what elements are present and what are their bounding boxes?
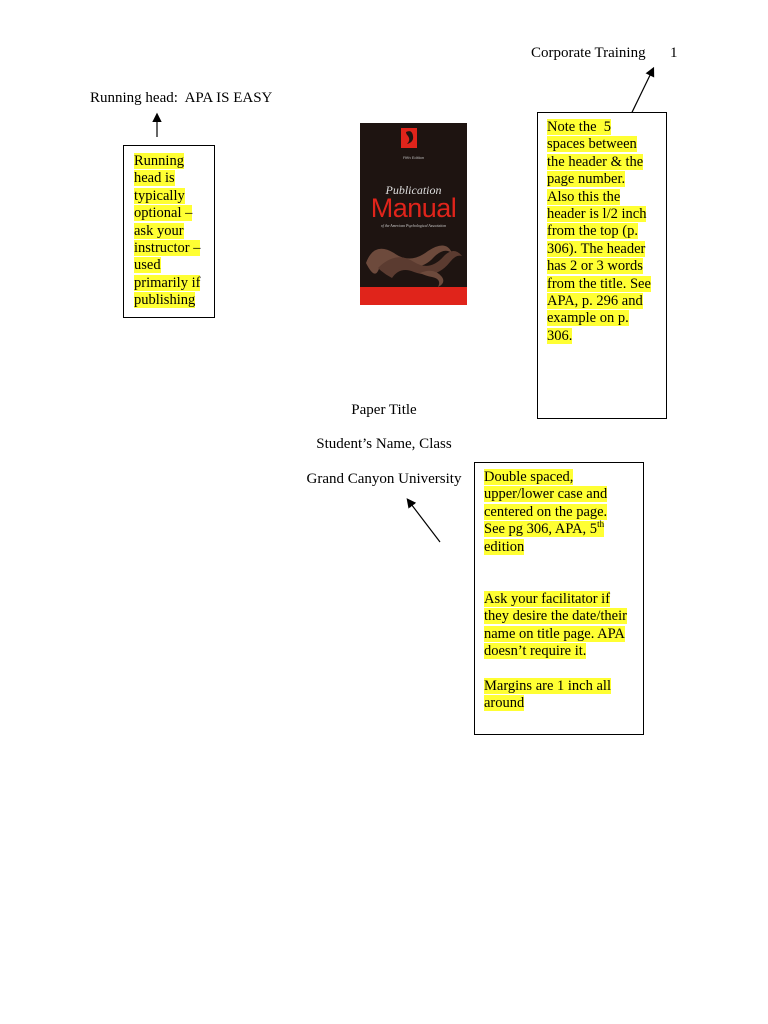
running-head-note-box [123,145,215,318]
header-title: Corporate Training [531,45,646,61]
header-note-line: from the title. See [547,275,651,292]
header-note-line: 306. [547,327,573,344]
header-note-line: Note the 5 [547,119,612,135]
format-note-line: Ask your facilitator if [484,590,611,607]
student-name-class: Student’s Name, Class [316,436,452,452]
header-note-line: APA, p. 296 and [547,293,643,310]
format-note-line: doesn’t require it. [484,643,587,660]
book-edition: Fifth Edition [402,155,425,160]
header-note-line: from the top (p. [547,223,639,240]
header-note-line: header is l/2 inch [547,206,647,223]
running-head-note-line: used [134,257,161,274]
header-note-line: page number. [547,171,626,188]
header-note-line: Also this the [547,188,621,205]
header-note-line: has 2 or 3 words [547,258,643,275]
title-arrow [408,500,440,542]
header-note-line: example on p. [547,310,629,327]
institution-name: Grand Canyon University [306,471,462,487]
format-note-line: edition [484,538,525,555]
format-note-line: name on title page. APA [484,625,625,642]
running-head-note-line: instructor – [134,240,201,257]
format-note-line: Double spaced, [484,469,574,485]
header-note-line: spaces between [547,136,637,153]
header-note-text [547,119,651,345]
book-subtitle: of the American Psychological Association [380,224,447,228]
running-head-note-line: publishing [134,292,196,309]
running-head-note-line: typically [134,187,185,204]
format-note-ref [484,521,604,537]
format-note-ref-sup: th [597,519,605,530]
format-note-ref-prefix: See pg 306, APA, 5 [484,521,598,538]
running-head-note-line: Running [134,153,184,169]
format-note-line: they desire the date/their [484,608,627,625]
book-cover-image [360,123,467,305]
format-note-line: Margins are 1 inch all [484,677,611,694]
running-head-note-line: primarily if [134,274,201,291]
paper-title: Paper Title [351,402,417,418]
format-note-line: centered on the page. [484,503,608,520]
book-title-main: Manual [370,193,457,223]
format-note-text [484,469,627,713]
running-head-note-line: head is [134,170,175,187]
format-note-line: upper/lower case and [484,486,608,503]
format-note-box [474,462,644,735]
format-note-line: around [484,695,525,712]
header-note-box [537,112,667,419]
header-note-line: the header & the [547,153,644,170]
running-head-note-text [134,153,200,310]
running-head-note-line: optional – [134,205,193,222]
running-head-note-line: ask your [134,222,184,239]
header-note-line: 306). The header [547,240,646,257]
book-title-top: Publication [385,183,442,197]
page-number: 1 [670,45,678,61]
running-head: Running head: APA IS EASY [90,90,273,106]
